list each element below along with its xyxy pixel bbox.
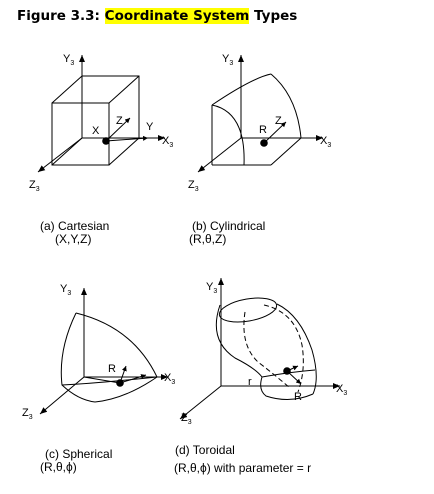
cylindrical-caption: (b) Cylindrical [192,219,266,233]
toroidal-z-axis-label: $Z_3$ [181,412,192,426]
cylindrical-x-axis-label: $X_3$ [320,135,332,149]
toroidal-coords: (R,θ,ϕ) with parameter = r [174,461,312,475]
cylindrical-point-z-label: Z [275,115,282,127]
cartesian-point-z-label: Z [116,115,123,127]
spherical-sector [61,313,157,402]
toroidal-point [283,367,291,375]
spherical-point [116,379,124,387]
cartesian-point-x-label: X [92,125,100,137]
toroidal-top-ring [218,294,279,326]
spherical-z-axis-label: $Z_3$ [22,407,33,421]
cylindrical-y-axis-label: $Y_3$ [222,53,234,67]
cartesian-z-axis-label: $Z_3$ [29,179,40,193]
toroidal-param-r-label: r [248,376,252,388]
panel-cartesian [29,53,173,246]
spherical-point-r-label: R [108,363,116,375]
cartesian-z-axis [38,138,82,172]
cartesian-point-y-label: Y [146,121,154,133]
spherical-coords: (R,θ,ϕ) [40,460,77,474]
spherical-y-axis-label: $Y_3$ [60,283,72,297]
panel-spherical [22,283,175,474]
cylindrical-point-r-label: R [259,124,267,136]
cylindrical-z-axis [198,138,241,172]
cartesian-point [102,137,110,145]
cylindrical-sector [212,74,301,165]
cylindrical-z-axis-label: $Z_3$ [188,179,199,193]
cartesian-y-axis-label: $Y_3$ [63,53,75,67]
cartesian-x-axis-label: $X_3$ [162,135,174,149]
toroidal-x-axis-label: $X_3$ [336,383,348,397]
spherical-caption: (c) Spherical [45,447,113,461]
cylindrical-point [260,139,268,147]
figure-title-highlight: Coordinate System [104,8,250,24]
cartesian-coords: (X,Y,Z) [55,232,92,246]
toroidal-caption: (d) Toroidal [175,443,235,457]
figure-title-rest: Types [254,8,298,24]
panel-cylindrical [188,53,331,246]
toroidal-y-axis-label: $Y_3$ [206,281,218,295]
toroidal-point-r-label: R [294,391,302,403]
toroidal-torus [216,294,316,399]
figure-label: Figure 3.3: [17,8,100,24]
cylindrical-coords: (R,θ,Z) [189,232,227,246]
cartesian-caption: (a) Cartesian [40,219,110,233]
panel-toroidal [174,278,347,475]
spherical-x-axis-label: $X_3$ [164,372,176,386]
